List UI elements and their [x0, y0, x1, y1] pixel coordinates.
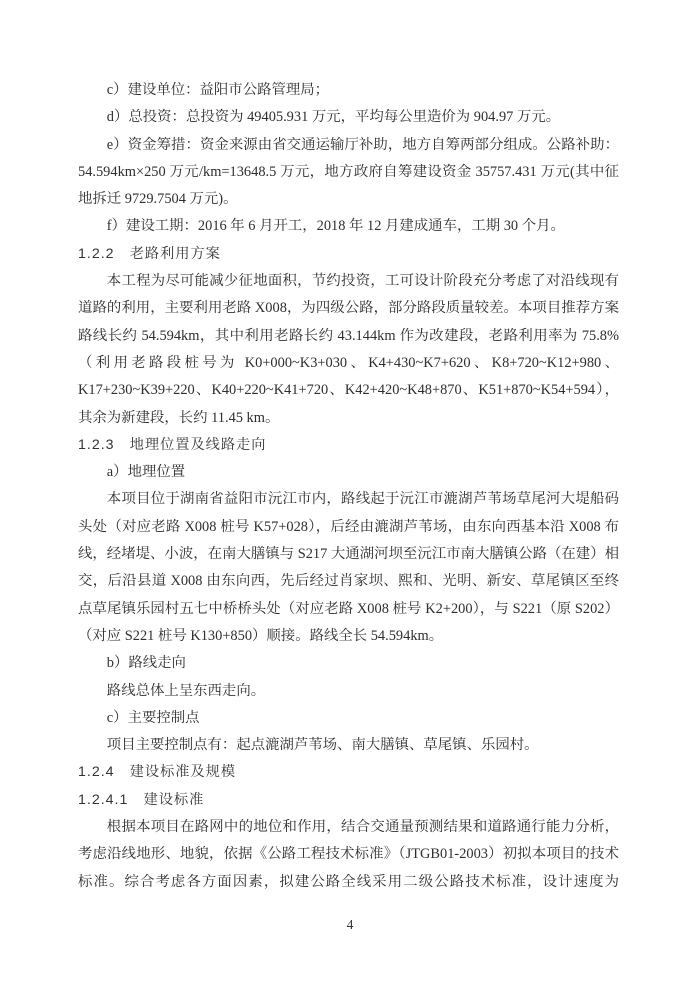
section-heading-1-2-4-1: 1.2.4.1 建设标准	[78, 791, 205, 808]
page-number: 4	[346, 917, 354, 932]
list-item-b-route-direction: b）路线走向	[106, 655, 186, 672]
list-item-e-funding: e）资金筹措：资金来源由省交通运输厅补助，地方自筹两部分组成。公路补助：54.594km×250 万元/km=13648.5 万元，地方政府自筹建设资金 35757.431 万元(其中征地拆迁 9729.7504 万元)。	[78, 136, 619, 208]
list-item-a-geographic-location: a）地理位置	[106, 464, 186, 481]
paragraph-control-points: 项目主要控制点有：起点漉湖芦苇场、南大膳镇、草尾镇、乐园村。	[106, 737, 539, 754]
list-item-d-total-investment: d）总投资：总投资为 49405.931 万元，平均每公里造价为 904.97 万元。	[106, 109, 561, 126]
list-item-f-construction-period: f）建设工期：2016 年 6 月开工，2018 年 12 月建成通车，工期 30 个月。	[106, 218, 565, 235]
list-item-c-control-points: c）主要控制点	[106, 709, 200, 726]
paragraph-route-description: 本项目位于湖南省益阳市沅江市内，路线起于沅江市漉湖芦苇场草尾河大堤船码头处（对应老路 X008 桩号 K57+028），后经由漉湖芦苇场，由东向西基本沿 X008 布线，经堵堤、小波，在南大膳镇与 S217 大通湖河坝至沅江市南大膳镇公路（在建）相交，后沿县道 X008 由东向西，先后经过肖家坝、熙和、光明、新安、草尾镇区至终点草尾镇乐园村五七中桥桥头处（对应老路 X008 桩号 K2+200），与 S221（原 S202）（对应 S221 桩号 K130+850）顺接。路线全长 54.594km。	[78, 491, 619, 644]
paragraph-old-road-utilization: 本工程为尽可能减少征地面积，节约投资，工可设计阶段充分考虑了对沿线现有道路的利用，主要利用老路 X008，为四级公路，部分路段质量较差。本项目推荐方案路线长约 54.594km，其中利用老路长约 43.144km 作为改建段，老路利用率为 75.8%（利用老路段桩号为 K0+000~K3+030、K4+430~K7+620、K8+720~K12+980、K17+230~K39+220、K40+220~K41+720、K42+420~K48+870、K51+870~K54+594），其余为新建段，长约 11.45 km。	[78, 273, 619, 426]
paragraph-construction-standard: 根据本项目在路网中的地位和作用，结合交通量预测结果和道路通行能力分析，考虑沿线地形、地貌，依据《公路工程技术标准》（JTGB01-2003）初拟本项目的技术标准。综合考虑各方面因素，拟建公路全线采用二级公路技术标准，设计速度为	[78, 819, 619, 890]
document-body	[78, 77, 619, 896]
section-heading-1-2-2: 1.2.2 老路利用方案	[78, 245, 221, 262]
section-heading-1-2-3: 1.2.3 地理位置及线路走向	[78, 436, 267, 453]
paragraph-route-direction: 路线总体上呈东西走向。	[106, 682, 266, 699]
section-heading-1-2-4: 1.2.4 建设标准及规模	[78, 764, 237, 781]
list-item-c-build-unit: c）建设单位：益阳市公路管理局；	[106, 82, 330, 98]
